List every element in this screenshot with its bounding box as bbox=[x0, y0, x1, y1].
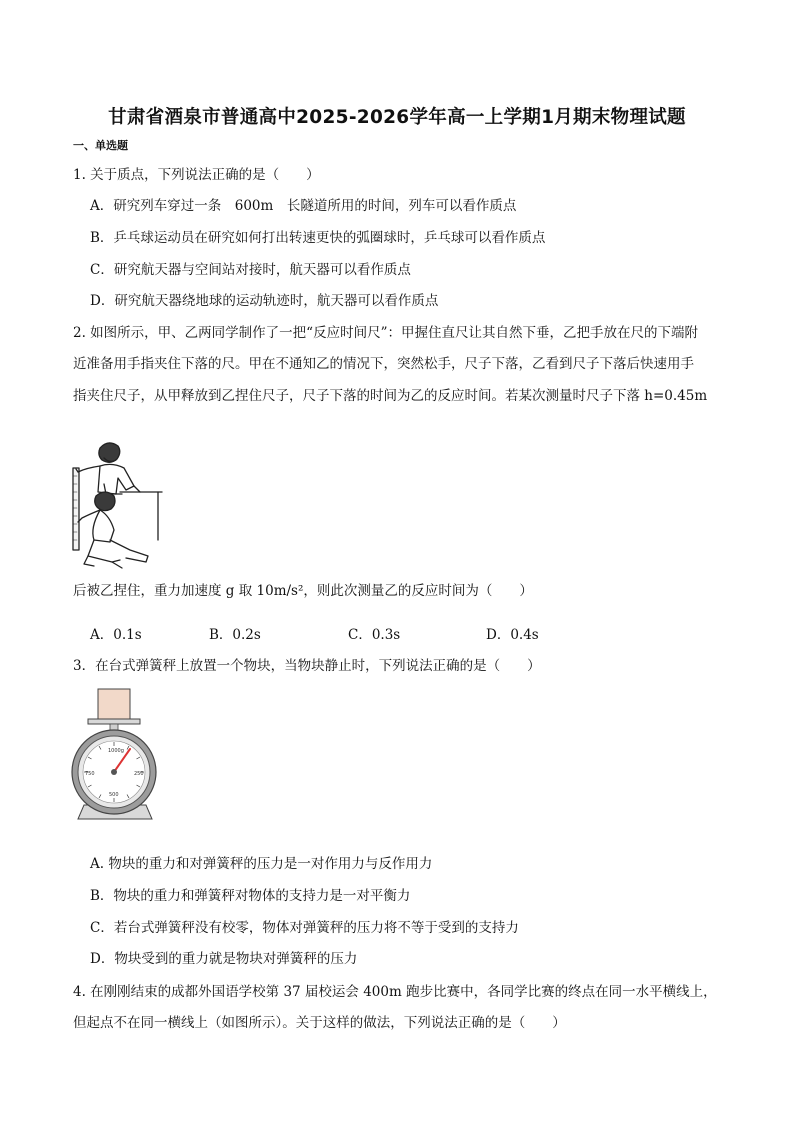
q2-option-c: C．0.3s bbox=[348, 627, 401, 643]
q3-option-a: A. 物块的重力和对弹簧秤的压力是一对作用力与反作用力 bbox=[90, 856, 433, 872]
q3-option-c: C．若台式弹簧秤没有校零，物体对弹簧秤的压力将不等于受到的支持力 bbox=[90, 920, 519, 936]
q1-stem: 1. 关于质点，下列说法正确的是（ ） bbox=[73, 167, 320, 183]
q2-option-d: D．0.4s bbox=[486, 627, 539, 643]
q1-option-c: C．研究航天器与空间站对接时，航天器可以看作质点 bbox=[90, 262, 411, 278]
scale-label-bottom: 500 bbox=[109, 792, 119, 798]
q2-line-1: 2. 如图所示，甲、乙两同学制作了一把“反应时间尺”：甲握住直尺让其自然下垂，乙把手放在尺的下端附 bbox=[73, 325, 698, 341]
q3-stem: 3．在台式弹簧秤上放置一个物块，当物块静止时，下列说法正确的是（ ） bbox=[73, 658, 541, 674]
page-title: 甘肃省酒泉市普通高中2025-2026学年高一上学期1月期末物理试题 bbox=[108, 107, 686, 128]
scale-label-left: 750 bbox=[85, 771, 95, 777]
q3-option-d: D．物块受到的重力就是物块对弹簧秤的压力 bbox=[90, 951, 358, 967]
q2-option-b: B．0.2s bbox=[209, 627, 261, 643]
scale-label-top: 1000g bbox=[108, 748, 124, 754]
reaction-ruler-figure bbox=[70, 440, 165, 572]
q2-line-3: 指夹住尺子，从甲释放到乙捏住尺子，尺子下落的时间为乙的反应时间。若某次测量时尺子下落 h=0.45m bbox=[73, 388, 708, 404]
scale-label-right: 250 bbox=[134, 771, 144, 777]
q1-option-b: B．乒乓球运动员在研究如何打出转速更快的弧圈球时，乒乓球可以看作质点 bbox=[90, 230, 546, 246]
q1-option-d: D．研究航天器绕地球的运动轨迹时，航天器可以看作质点 bbox=[90, 293, 439, 309]
q3-option-b: B．物块的重力和弹簧秤对物体的支持力是一对平衡力 bbox=[90, 888, 411, 904]
spring-scale-figure bbox=[70, 686, 162, 834]
section-heading: 一、单选题 bbox=[73, 139, 128, 152]
q1-option-a: A．研究列车穿过一条 600m 长隧道所用的时间，列车可以看作质点 bbox=[90, 198, 517, 214]
q2-line-4: 后被乙捏住，重力加速度 g 取 10m/s²，则此次测量乙的反应时间为（ ） bbox=[73, 583, 533, 599]
q2-option-a: A．0.1s bbox=[90, 627, 142, 643]
q2-line-2: 近准备用手指夹住下落的尺。甲在不通知乙的情况下，突然松手，尺子下落，乙看到尺子下落后快速用手 bbox=[73, 356, 694, 372]
q4-line-2: 但起点不在同一横线上（如图所示）。关于这样的做法，下列说法正确的是（ ） bbox=[73, 1015, 566, 1031]
q4-line-1: 4. 在刚刚结束的成都外国语学校第 37 届校运会 400m 跑步比赛中，各同学比赛的终点在同一水平横线上， bbox=[73, 984, 717, 1000]
